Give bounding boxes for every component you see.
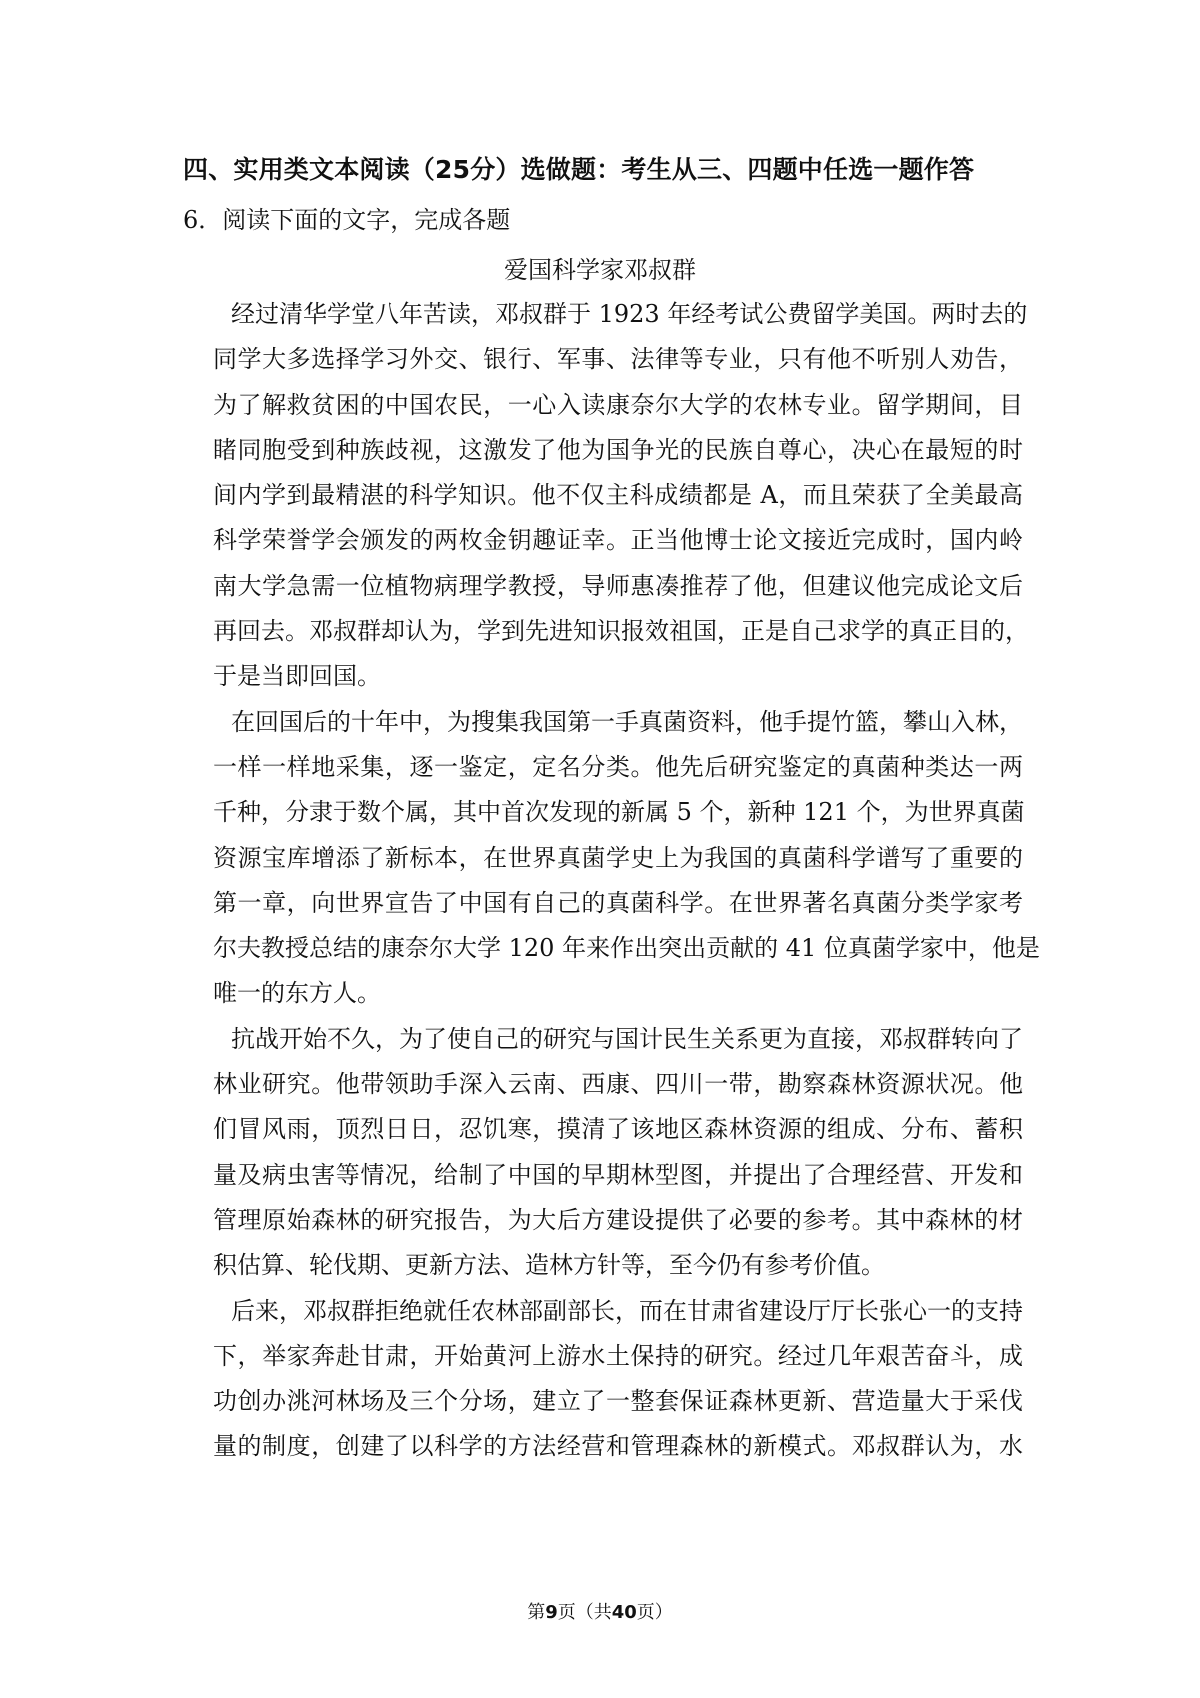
text-line: 在回国后的十年中，为搜集我国第一手真菌资料，他手提竹篮，攀山入林， — [231, 707, 1023, 736]
text-line: 功创办洮河林场及三个分场，建立了一整套保证森林更新、营造量大于采伐 — [213, 1387, 1023, 1416]
footer-total-pages: 40 — [611, 1602, 637, 1623]
text-line: 千种，分隶于数个属，其中首次发现的新属 5 个，新种 121 个，为世界真菌 — [213, 798, 1025, 827]
text-line: 们冒风雨，顶烈日日，忍饥寒，摸清了该地区森林资源的组成、分布、蓄积 — [213, 1115, 1023, 1144]
page-footer — [0, 1598, 1200, 1624]
footer-suffix: 页） — [636, 1602, 673, 1623]
text-line: 唯一的东方人。 — [213, 979, 381, 1008]
text-line: 睹同胞受到种族歧视，这激发了他为国争光的民族自尊心，决心在最短的时 — [213, 435, 1023, 464]
text-line: 科学荣誉学会颁发的两枚金钥趣证幸。正当他博士论文接近完成时，国内岭 — [213, 526, 1023, 555]
text-line: 下，举家奔赴甘肃，开始黄河上游水土保持的研究。经过几年艰苦奋斗，成 — [213, 1341, 1023, 1370]
text-line: 量的制度，创建了以科学的方法经营和管理森林的新模式。邓叔群认为，水 — [213, 1432, 1023, 1461]
text-line: 量及病虫害等情况，给制了中国的早期林型图，并提出了合理经营、开发和 — [213, 1160, 1023, 1189]
text-line: 后来，邓叔群拒绝就任农林部副部长，而在甘肃省建设厅厅长张心一的支持 — [231, 1296, 1023, 1325]
text-line: 第一章，向世界宣告了中国有自己的真菌科学。在世界著名真菌分类学家考 — [213, 888, 1023, 917]
article-title: 爱国科学家邓叔群 — [504, 256, 696, 284]
paragraph — [213, 1289, 1023, 1470]
paragraph — [213, 292, 1029, 700]
footer-prefix: 第 — [527, 1602, 546, 1623]
text-line: 资源宝库增添了新标本，在世界真菌学史上为我国的真菌科学谱写了重要的 — [213, 843, 1023, 872]
paragraph — [213, 1017, 1023, 1289]
text-line: 林业研究。他带领助手深入云南、西康、四川一带，勘察森林资源状况。他 — [213, 1070, 1023, 1099]
text-line: 经过清华学堂八年苦读，邓叔群于 1923 年经考试公费留学美国。两时去的 — [231, 300, 1028, 328]
footer-page-number: 9 — [545, 1602, 558, 1623]
text-line: 一样一样地采集，逐一鉴定，定名分类。他先后研究鉴定的真菌种类达一两 — [213, 752, 1023, 781]
section-heading: 四、实用类文本阅读（25分）选做题：考生从三、四题中任选一题作答 — [183, 155, 975, 184]
text-line: 尔夫教授总结的康奈尔大学 120 年来作出突出贡献的 41 位真菌学家中，他是 — [213, 934, 1040, 963]
text-line: 南大学急需一位植物病理学教授，导师惠凑推荐了他，但建议他完成论文后 — [213, 571, 1023, 600]
text-line: 管理原始森林的研究报告，为大后方建设提供了必要的参考。其中森林的材 — [213, 1205, 1023, 1234]
text-line: 于是当即回国。 — [213, 662, 381, 691]
text-line: 再回去。邓叔群却认为，学到先进知识报效祖国，正是自己求学的真正目的， — [213, 617, 1029, 646]
question-prompt: 6．阅读下面的文字，完成各题 — [183, 206, 511, 234]
text-line: 抗战开始不久，为了使自己的研究与国计民生关系更为直接，邓叔群转向了 — [231, 1024, 1023, 1053]
text-line: 同学大多选择学习外交、银行、军事、法律等专业，只有他不听别人劝告， — [213, 345, 1023, 374]
paragraph — [213, 700, 1040, 1017]
footer-middle: 页（共 — [557, 1602, 612, 1623]
text-line: 积估算、轮伐期、更新方法、造林方针等，至今仍有参考价值。 — [213, 1251, 885, 1280]
text-line: 为了解救贫困的中国农民，一心入读康奈尔大学的农林专业。留学期间，目 — [213, 390, 1023, 419]
article-body — [213, 292, 1040, 1470]
text-line: 间内学到最精湛的科学知识。他不仅主科成绩都是 A，而且荣获了全美最高 — [213, 481, 1023, 510]
